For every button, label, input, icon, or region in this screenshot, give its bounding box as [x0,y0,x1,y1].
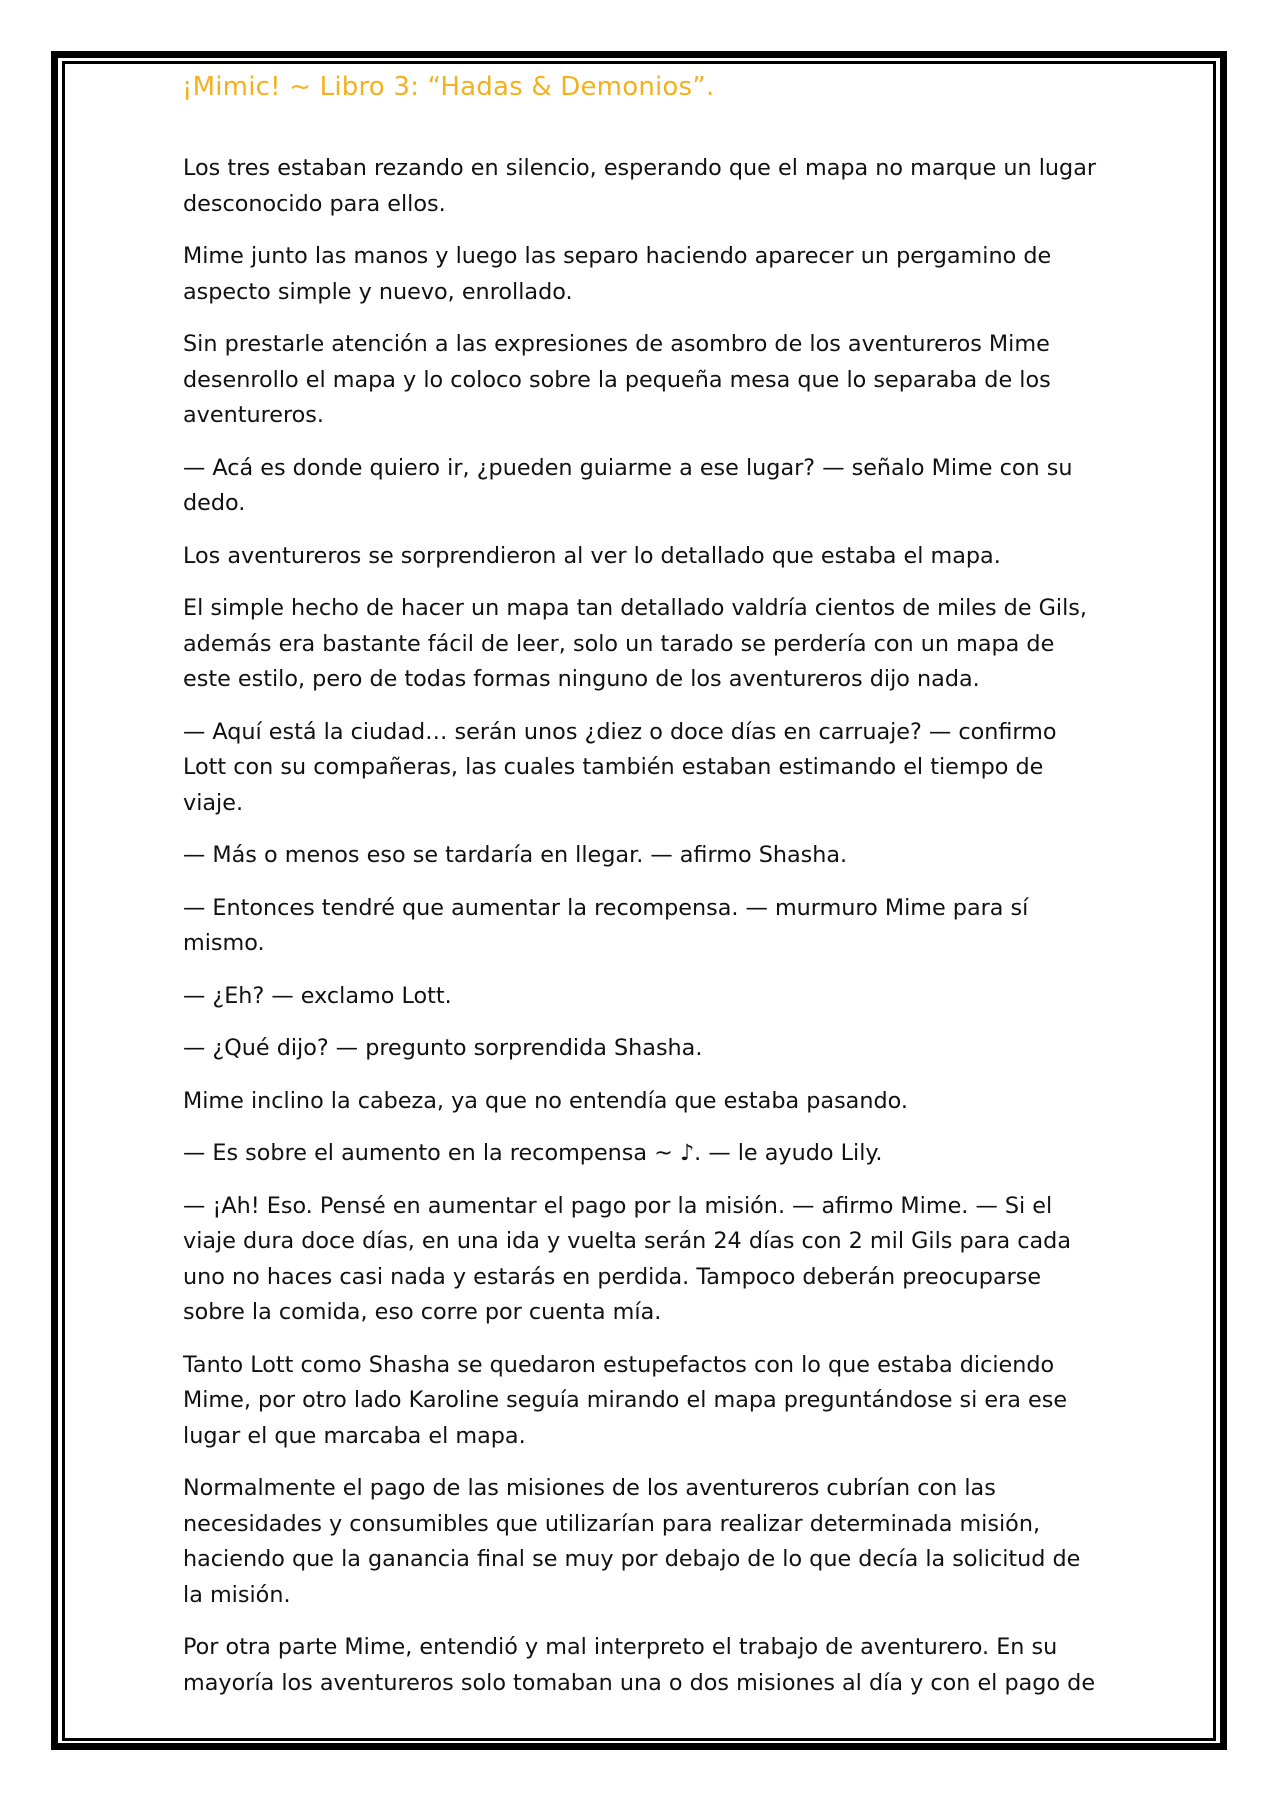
paragraph: Sin prestarle atención a las expresiones de asombro de los aventureros Mime desenrollo el mapa y lo coloco sobre la pequeña mesa que lo separaba de los aventureros. [183,331,1051,428]
paragraph: — ¿Qué dijo? — pregunto sorprendida Shasha. [183,1035,703,1061]
paragraph: Tanto Lott como Shasha se quedaron estupefactos con lo que estaba diciendo Mime, por otro lado Karoline seguía mirando el mapa preguntándose si era ese lugar el que marcaba el mapa. [183,1351,1068,1449]
paragraph: — Más o menos eso se tardaría en llegar. — afirmo Shasha. [183,842,848,868]
paragraph: El simple hecho de hacer un mapa tan detallado valdría cientos de miles de Gils, además era bastante fácil de leer, solo un tarado se perdería con un mapa de este estilo, pero de todas formas ninguno de los aventureros dijo nada. [183,595,1088,692]
paragraph: — Aquí está la ciudad… serán unos ¿diez o doce días en carruaje? — confirmo Lott con su compañeras, las cuales también estaban estimando el tiempo de viaje. [183,718,1057,816]
paragraph: Mime junto las manos y luego las separo haciendo aparecer un pergamino de aspecto simple y nuevo, enrollado. [183,243,1052,305]
paragraph: — Entonces tendré que aumentar la recompensa. — murmuro Mime para sí mismo. [183,894,1029,956]
page-body [183,151,1103,1718]
paragraph: — Es sobre el aumento en la recompensa ~ ♪. — le ayudo Lily. [183,1140,883,1166]
paragraph: — ¡Ah! Eso. Pensé en aumentar el pago por la misión. — afirmo Mime. — Si el viaje dura doce días, en una ida y vuelta serán 24 días con 2 mil Gils para cada uno no haces casi nada y estarás en perdida. Tampoco deberán preocuparse sobre la comida, eso corre por cuenta mía. [183,1192,1071,1325]
paragraph: Por otra parte Mime, entendió y mal interpreto el trabajo de aventurero. En su mayoría los aventureros solo tomaban una o dos misiones al día y con el pago de [183,1634,1096,1696]
paragraph: Los aventureros se sorprendieron al ver lo detallado que estaba el mapa. [183,542,1001,569]
paragraph: Mime inclino la cabeza, ya que no entendía que estaba pasando. [183,1087,908,1114]
paragraph: — Acá es donde quiero ir, ¿pueden guiarme a ese lugar? — señalo Mime con su dedo. [183,454,1073,516]
paragraph: Los tres estaban rezando en silencio, esperando que el mapa no marque un lugar desconocido para ellos. [183,155,1097,217]
book-header-title: ¡Mimic! ~ Libro 3: “Hadas & Demonios”. [182,72,715,102]
paragraph: — ¿Eh? — exclamo Lott. [183,982,452,1009]
paragraph: Normalmente el pago de las misiones de los aventureros cubrían con las necesidades y consumibles que utilizarían para realizar determinada misión, haciendo que la ganancia final se muy por debajo de lo que decía la solicitud de la misión. [183,1475,1081,1608]
